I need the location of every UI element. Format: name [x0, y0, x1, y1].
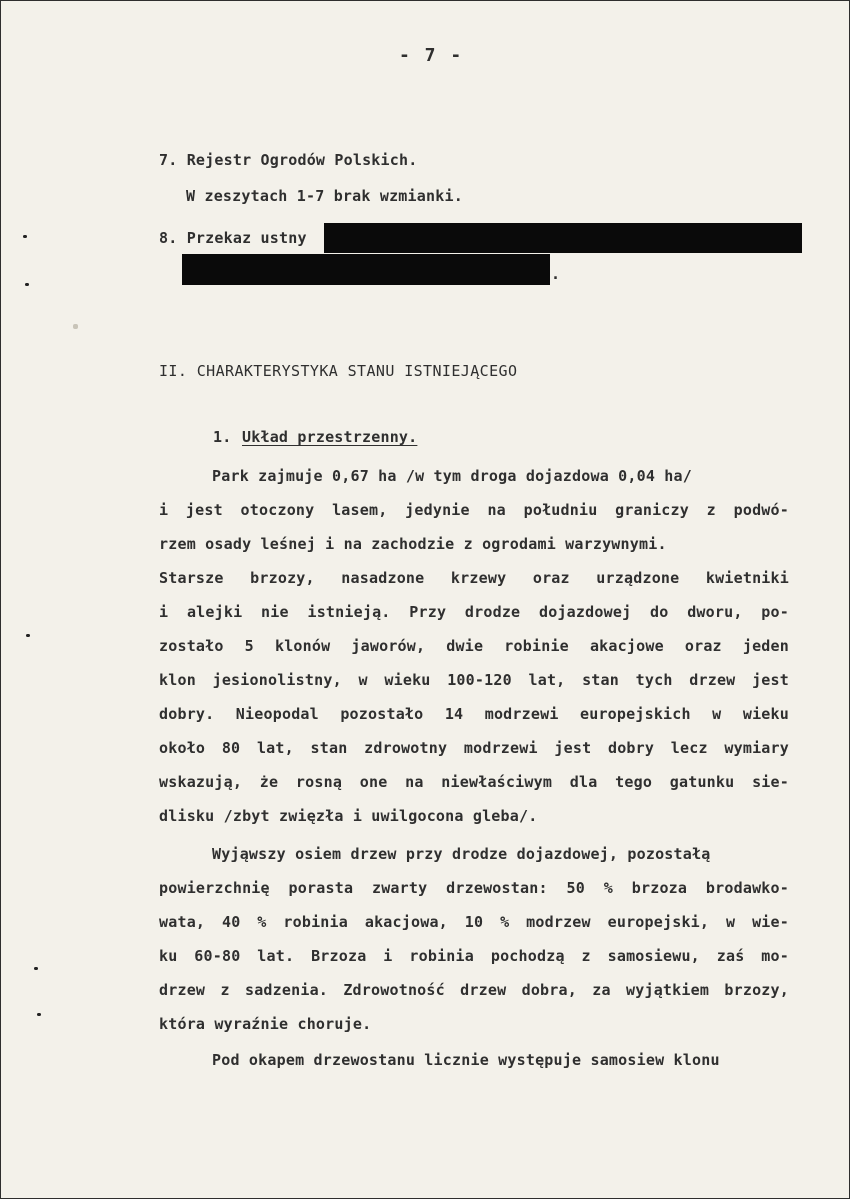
- redaction-bar-2: [182, 254, 550, 285]
- scan-speck: [23, 235, 27, 238]
- paragraph-2-line: ku 60-80 lat. Brzoza i robinia pochodzą z samosiewu, zaś mo-: [159, 947, 789, 965]
- paragraph-2-line: Wyjąwszy osiem drzew przy drodze dojazdowej, pozostałą: [212, 845, 711, 863]
- subsection-number: 1.: [213, 428, 232, 446]
- paragraph-3-line: Pod okapem drzewostanu licznie występuje samosiew klonu: [212, 1051, 720, 1069]
- paragraph-1-line: Park zajmuje 0,67 ha /w tym droga dojazdowa 0,04 ha/: [212, 467, 692, 485]
- paragraph-1-line: rzem osady leśnej i na zachodzie z ogrodami warzywnymi.: [159, 535, 667, 553]
- item-8-label: 8. Przekaz ustny: [159, 229, 307, 247]
- paragraph-2-line: powierzchnię porasta zwarty drzewostan: 50 % brzoza brodawko-: [159, 879, 789, 897]
- paragraph-2-line: która wyraźnie choruje.: [159, 1015, 372, 1033]
- scan-speck: [73, 324, 78, 329]
- section-heading: II. CHARAKTERYSTYKA STANU ISTNIEJĄCEGO: [159, 362, 518, 380]
- scan-speck: [37, 1013, 41, 1016]
- item-7-title: 7. Rejestr Ogrodów Polskich.: [159, 151, 418, 169]
- scan-speck: [25, 283, 29, 286]
- paragraph-1-line: i alejki nie istnieją. Przy drodze dojazdowej do dworu, po-: [159, 603, 789, 621]
- paragraph-1-line: dlisku /zbyt zwięzła i uwilgocona gleba/.: [159, 807, 538, 825]
- scan-speck: [34, 967, 38, 970]
- paragraph-2-line: wata, 40 % robinia akacjowa, 10 % modrzew europejski, w wie-: [159, 913, 789, 931]
- paragraph-1-line: zostało 5 klonów jaworów, dwie robinie akacjowe oraz jeden: [159, 637, 789, 655]
- paragraph-1-line: około 80 lat, stan zdrowotny modrzewi jest dobry lecz wymiary: [159, 739, 789, 757]
- redaction-bar-1: [324, 223, 802, 253]
- item-8-period: .: [551, 265, 561, 283]
- scan-speck: [26, 634, 30, 637]
- page-number: - 7 -: [399, 45, 464, 66]
- paragraph-1-line: dobry. Nieopodal pozostało 14 modrzewi europejskich w wieku: [159, 705, 789, 723]
- paragraph-1-line: klon jesionolistny, w wieku 100-120 lat, stan tych drzew jest: [159, 671, 789, 689]
- paragraph-2-line: drzew z sadzenia. Zdrowotność drzew dobra, za wyjątkiem brzozy,: [159, 981, 789, 999]
- item-7-note: W zeszytach 1-7 brak wzmianki.: [186, 187, 463, 205]
- paragraph-1-line: Starsze brzozy, nasadzone krzewy oraz urządzone kwietniki: [159, 569, 789, 587]
- paragraph-1-line: i jest otoczony lasem, jedynie na południu graniczy z podwó-: [159, 501, 789, 519]
- subsection-title: Układ przestrzenny.: [242, 428, 418, 446]
- paragraph-1-line: wskazują, że rosną one na niewłaściwym dla tego gatunku sie-: [159, 773, 789, 791]
